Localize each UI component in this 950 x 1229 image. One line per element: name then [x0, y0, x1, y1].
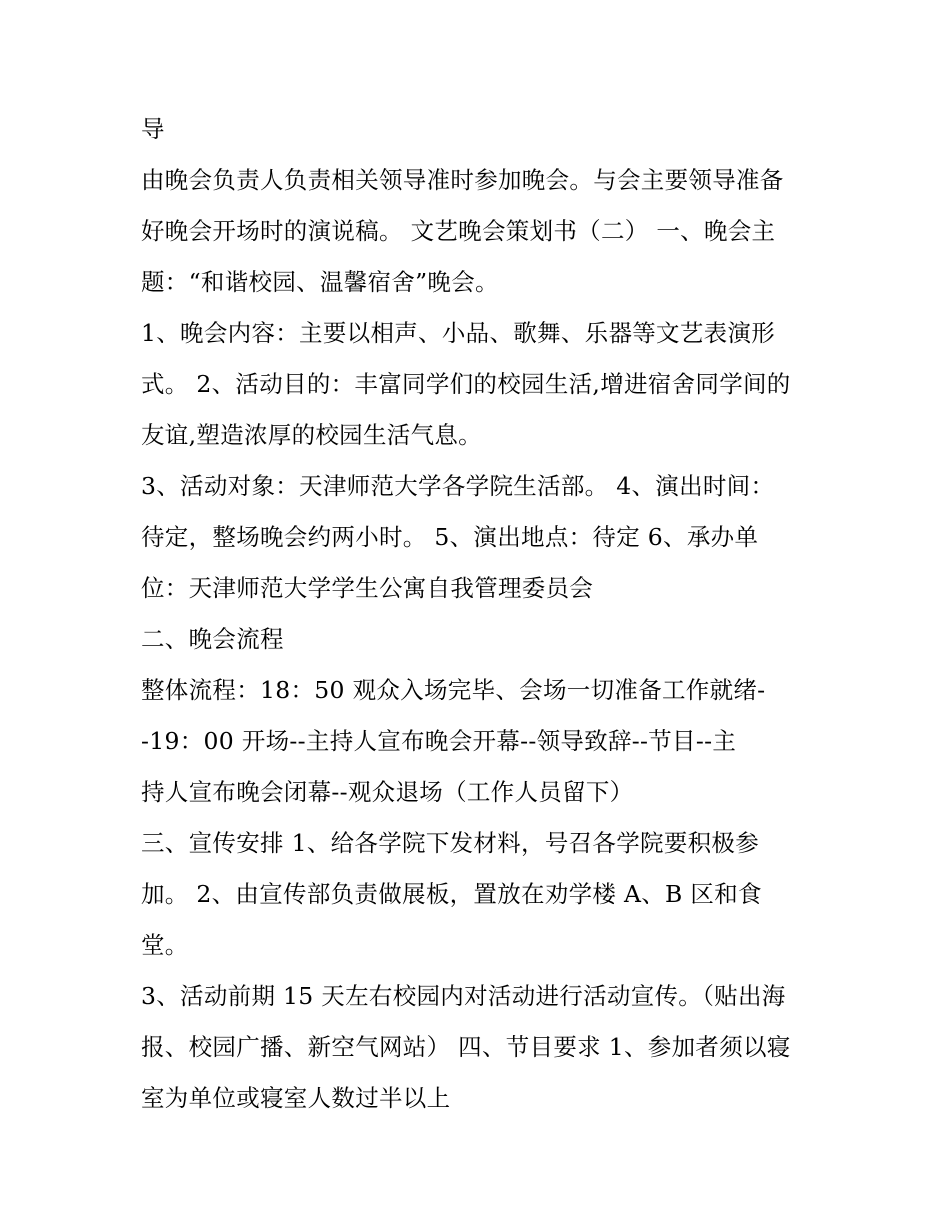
- text-line: 1、晚会内容：主要以相声、小品、歌舞、乐器等文艺表演形: [141, 319, 776, 347]
- text-line: 导: [141, 115, 165, 143]
- text-line: 3、活动前期 15 天左右校园内对活动进行活动宣传。（贴出海: [141, 982, 786, 1010]
- text-line: 待定，整场晚会约两小时。 5、演出地点：待定 6、承办单: [141, 523, 759, 551]
- text-line: 题：“和谐校园、温馨宿舍”晚会。: [141, 268, 499, 296]
- text-line: 位：天津师范大学学生公寓自我管理委员会: [141, 574, 594, 602]
- text-line: 堂。: [141, 931, 189, 959]
- document-body: [141, 109, 831, 1129]
- text-line: 加。 2、由宣传部负责做展板，置放在劝学楼 A、B 区和食: [141, 880, 762, 908]
- text-line: 由晚会负责人负责相关领导准时参加晚会。与会主要领导准备: [141, 166, 784, 194]
- text-line: 式。 2、活动目的：丰富同学们的校园生活,增进宿舍同学间的: [141, 370, 791, 398]
- section-heading: 二、晚会流程: [141, 625, 284, 653]
- text-line: 室为单位或寝室人数过半以上: [141, 1084, 451, 1112]
- text-line: 三、宣传安排 1、给各学院下发材料，号召各学院要积极参: [141, 829, 760, 857]
- text-line: -19：00 开场--主持人宣布晚会开幕--领导致辞--节目--主: [141, 727, 737, 755]
- text-line: 3、活动对象：天津师范大学各学院生活部。 4、演出时间：: [141, 472, 775, 500]
- text-line: 报、校园广播、新空气网站） 四、节目要求 1、参加者须以寝: [141, 1033, 791, 1061]
- text-line: 持人宣布晚会闭幕--观众退场（工作人员留下）: [141, 778, 634, 806]
- text-line: 好晚会开场时的演说稿。 文艺晚会策划书（二） 一、晚会主: [141, 217, 776, 245]
- text-line: 整体流程：18：50 观众入场完毕、会场一切准备工作就绪-: [141, 676, 766, 704]
- text-line: 友谊,塑造浓厚的校园生活气息。: [141, 421, 482, 449]
